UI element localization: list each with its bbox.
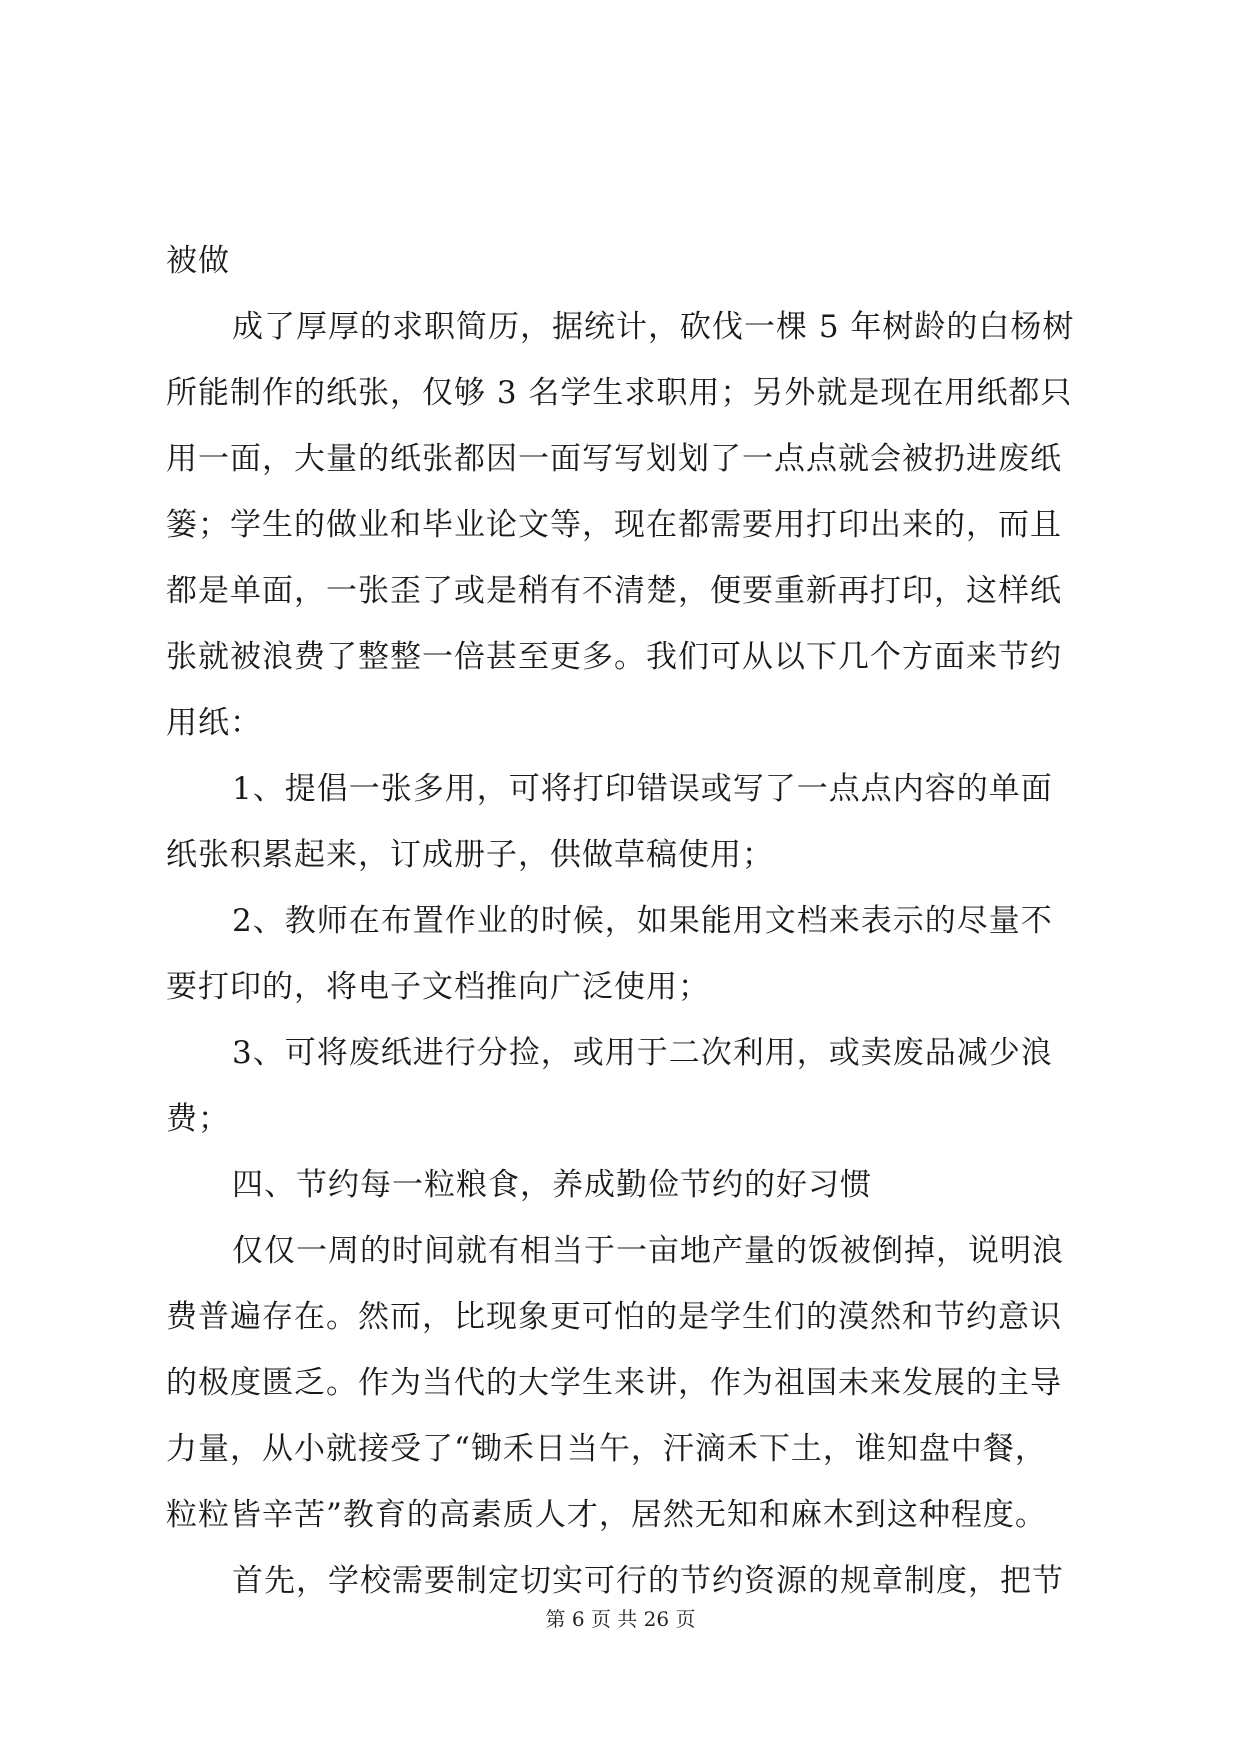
text-line: 张就被浪费了整整一倍甚至更多。我们可从以下几个方面来节约 (166, 639, 1062, 675)
paragraph-line: 首先，学校需要制定切实可行的节约资源的规章制度，把节 (232, 1563, 1064, 1599)
text-line: 要打印的，将电子文档推向广泛使用； (166, 969, 710, 1005)
text-line: 都是单面，一张歪了或是稍有不清楚，便要重新再打印，这样纸 (166, 573, 1062, 609)
text-line: 费； (166, 1101, 230, 1137)
text-line: 用一面，大量的纸张都因一面写写划划了一点点就会被扔进废纸 (166, 441, 1062, 477)
list-item-line: 3、可将废纸进行分捡，或用于二次利用，或卖废品减少浪 (232, 1035, 1053, 1071)
list-item-line: 1、提倡一张多用，可将打印错误或写了一点点内容的单面 (232, 771, 1053, 807)
list-item-line: 2、教师在布置作业的时候，如果能用文档来表示的尽量不 (232, 903, 1053, 939)
text-line: 费普遍存在。然而，比现象更可怕的是学生们的漠然和节约意识 (166, 1299, 1062, 1335)
paragraph-line: 成了厚厚的求职简历，据统计，砍伐一棵 5 年树龄的白杨树 (232, 309, 1075, 345)
text-line: 纸张积累起来，订成册子，供做草稿使用； (166, 837, 774, 873)
text-line: 所能制作的纸张，仅够 3 名学生求职用；另外就是现在用纸都只 (166, 375, 1073, 411)
text-line: 力量，从小就接受了“锄禾日当午，汗滴禾下土，谁知盘中餐， (166, 1431, 1047, 1467)
text-line: 篓；学生的做业和毕业论文等，现在都需要用打印出来的，而且 (166, 507, 1062, 543)
text-line: 粒粒皆辛苦”教育的高素质人才，居然无知和麻木到这种程度。 (166, 1497, 1047, 1533)
text-line: 的极度匮乏。作为当代的大学生来讲，作为祖国未来发展的主导 (166, 1365, 1062, 1401)
paragraph-line: 仅仅一周的时间就有相当于一亩地产量的饭被倒掉，说明浪 (232, 1233, 1064, 1269)
page-number: 第 6 页 共 26 页 (545, 1607, 696, 1631)
body-text (166, 228, 1086, 1614)
text-line: 用纸： (166, 705, 262, 741)
section-heading: 四、节约每一粒粮食，养成勤俭节约的好习惯 (232, 1167, 872, 1203)
text-line: 被做 (166, 243, 230, 279)
